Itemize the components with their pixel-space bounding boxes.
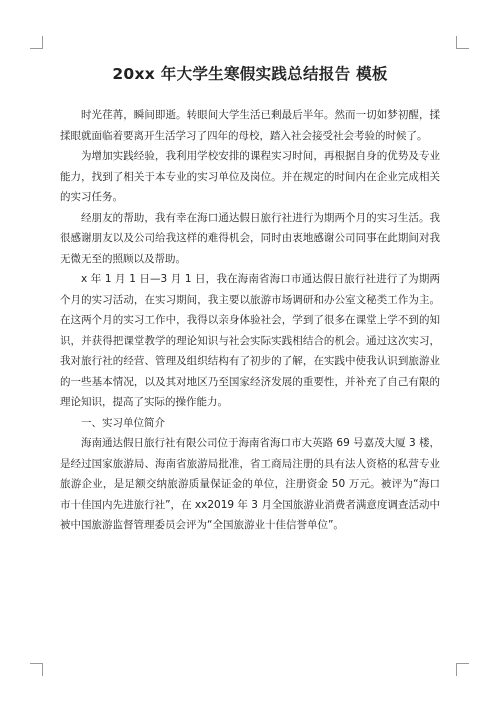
crop-mark-bottom-right [456, 663, 469, 676]
crop-mark-top-left [30, 36, 43, 49]
paragraph-internship-purpose: 为增加实践经验，我利用学校安排的课程实习时间，再根据自身的优势及专业能力，找到了相关于本专业的实习单位及岗位。并在规定的时间内在企业完成相关的实习任务。 [60, 150, 440, 203]
document-title: 20xx 年大学生寒假实践总结报告 模板 [112, 65, 388, 83]
paragraph-company-intro: 海南通达假日旅行社有限公司位于海南省海口市大英路 69 号嘉茂大厦 3 楼，是经过国家旅游局、海南省旅游局批准，省工商局注册的具有法人资格的私营专业旅游企业，是足额交纳旅游质量保证金的单位，注册资金 50 万元。被评为“海口市十佳国内先进旅行社”，在 xx2019 年 3 月全国旅游业消费者满意度调查活动中被中国旅游监督管理委员会评为“全国旅游业十佳信誉单位”。 [60, 437, 440, 531]
paragraph-gratitude: 经朋友的帮助，我有幸在海口通达假日旅行社进行为期两个月的实习生活。我很感谢朋友以及公司给我这样的难得机会，同时由衷地感谢公司同事在此期间对我无微无至的照顾以及帮助。 [60, 211, 440, 265]
crop-mark-top-right [456, 36, 469, 49]
crop-mark-bottom-left [30, 663, 43, 676]
section-heading-company-intro: 一、实习单位简介 [81, 416, 165, 429]
paragraph-internship-summary: x 年 1 月 1 日—3 月 1 日，我在海南省海口市通达假日旅行社进行了为期两个月的实习活动，在实习期间，我主要以旅游市场调研和办公室文秘类工作为主。在这两个月的实习工作中，我得以亲身体验社会，学到了很多在课堂上学不到的知识，并获得把课堂教学的理论知识与社会实际实践相结合的机会。通过这次实习，我对旅行社的经营、管理及组织结构有了初步的了解，在实践中使我认识到旅游业的一些基本情况，以及其对地区乃至国家经济发展的重要性，并补充了自己有限的理论知识，提高了实际的操作能力。 [60, 273, 440, 408]
paragraph-intro: 时光荏苒，瞬间即逝。转眼间大学生活已剩最后半年。然而一切如梦初醒，揉揉眼就面临着要离开生活学习了四年的母校，踏入社会接受社会考验的时候了。 [60, 109, 440, 142]
document-body [60, 105, 440, 536]
